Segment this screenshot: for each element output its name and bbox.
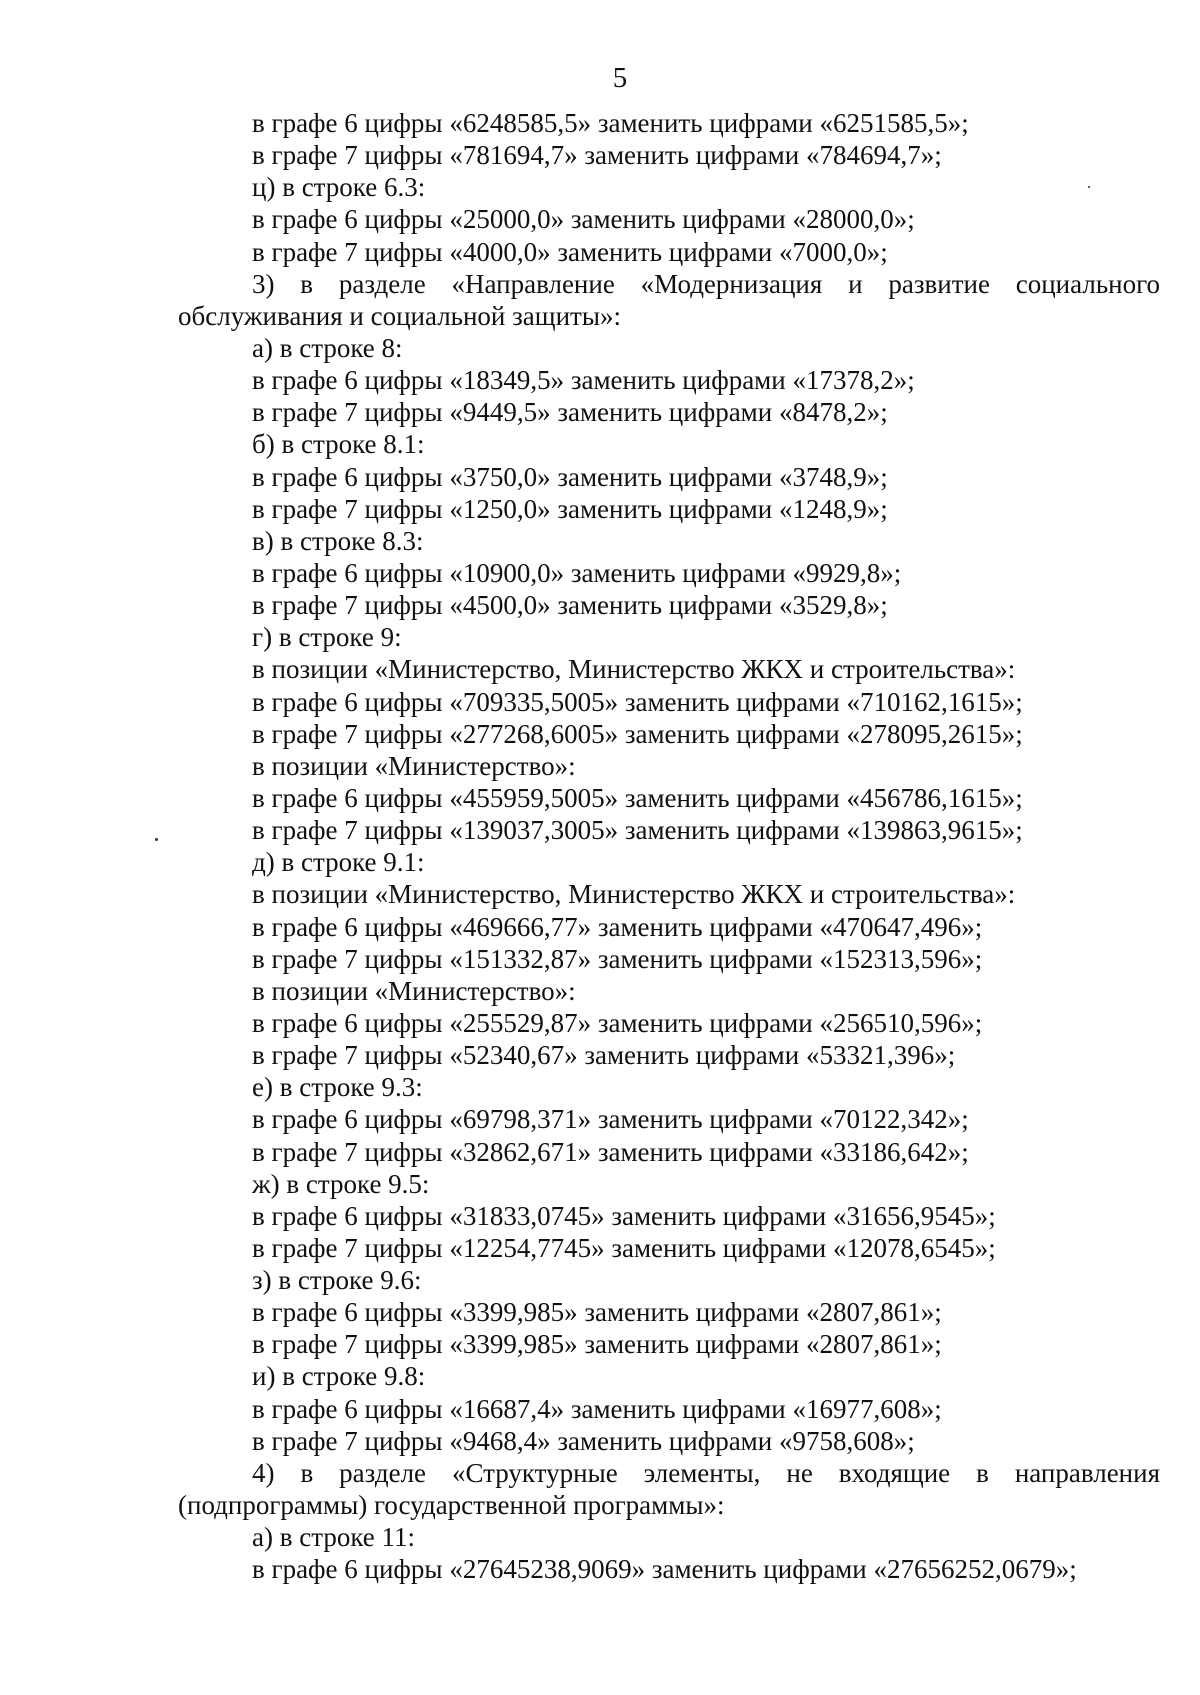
text-line: в графе 7 цифры «1250,0» заменить цифрами «1248,9»; <box>252 493 888 524</box>
text-line: в графе 6 цифры «69798,371» заменить цифрами «70122,342»; <box>252 1104 969 1135</box>
text-line: в графе 6 цифры «16687,4» заменить цифрами «16977,608»; <box>252 1393 942 1424</box>
text-line: в графе 7 цифры «4500,0» заменить цифрами «3529,8»; <box>252 590 888 621</box>
text-line: в графе 6 цифры «3399,985» заменить цифрами «2807,861»; <box>252 1297 942 1328</box>
text-line: в графе 7 цифры «12254,7745» заменить цифрами «12078,6545»; <box>252 1232 996 1263</box>
text-line: и) в строке 9.8: <box>252 1361 426 1392</box>
text-line: в графе 7 цифры «9449,5» заменить цифрами «8478,2»; <box>252 397 888 428</box>
document-body <box>178 107 1160 1585</box>
text-line: в графе 7 цифры «52340,67» заменить цифрами «53321,396»; <box>252 1040 956 1071</box>
text-line: в графе 6 цифры «10900,0» заменить цифрами «9929,8»; <box>252 557 902 588</box>
text-line: а) в строке 11: <box>252 1522 416 1553</box>
text-line: д) в строке 9.1: <box>252 847 425 878</box>
text-line: в графе 6 цифры «709335,5005» заменить цифрами «710162,1615»; <box>252 686 1023 717</box>
text-line: б) в строке 8.1: <box>252 429 425 460</box>
text-line: в графе 7 цифры «781694,7» заменить цифрами «784694,7»; <box>252 140 942 171</box>
scan-speck <box>155 838 158 841</box>
text-line: г) в строке 9: <box>252 622 402 653</box>
paragraph-line: (подпрограммы) государственной программы»: <box>178 1490 725 1521</box>
text-line: в графе 6 цифры «31833,0745» заменить цифрами «31656,9545»; <box>252 1200 996 1231</box>
text-line: з) в строке 9.6: <box>252 1265 422 1296</box>
text-line: в графе 6 цифры «25000,0» заменить цифрами «28000,0»; <box>252 204 915 235</box>
text-line: в графе 7 цифры «9468,4» заменить цифрами «9758,608»; <box>252 1425 915 1456</box>
text-line: в позиции «Министерство»: <box>252 975 576 1006</box>
text-line: в графе 7 цифры «3399,985» заменить цифрами «2807,861»; <box>252 1329 942 1360</box>
text-line: в графе 6 цифры «455959,5005» заменить цифрами «456786,1615»; <box>252 782 1023 813</box>
text-line: в графе 7 цифры «151332,87» заменить цифрами «152313,596»; <box>252 943 983 974</box>
text-line: в графе 7 цифры «4000,0» заменить цифрами «7000,0»; <box>252 236 888 267</box>
text-line: в позиции «Министерство, Министерство ЖКХ и строительства»: <box>252 879 1016 910</box>
paragraph-line: 4) в разделе «Структурные элементы, не входящие в направления <box>252 1457 1160 1488</box>
text-line: в графе 7 цифры «139037,3005» заменить цифрами «139863,9615»; <box>252 815 1023 846</box>
text-line: в графе 6 цифры «255529,87» заменить цифрами «256510,596»; <box>252 1007 983 1038</box>
text-line: ц) в строке 6.3: <box>252 172 426 203</box>
text-line: в графе 6 цифры «6248585,5» заменить цифрами «6251585,5»; <box>252 108 969 138</box>
text-line: в позиции «Министерство, Министерство ЖКХ и строительства»: <box>252 654 1016 685</box>
text-line: е) в строке 9.3: <box>252 1072 423 1103</box>
paragraph-line: обслуживания и социальной защиты»: <box>178 300 621 331</box>
text-line: в графе 6 цифры «18349,5» заменить цифрами «17378,2»; <box>252 365 915 396</box>
page-number: 5 <box>612 62 628 94</box>
text-line: ж) в строке 9.5: <box>252 1168 430 1199</box>
scan-speck <box>1088 186 1090 188</box>
text-line: в графе 7 цифры «277268,6005» заменить цифрами «278095,2615»; <box>252 718 1023 749</box>
text-line: в графе 6 цифры «469666,77» заменить цифрами «470647,496»; <box>252 911 983 942</box>
text-line: в позиции «Министерство»: <box>252 750 576 781</box>
text-line: в графе 7 цифры «32862,671» заменить цифрами «33186,642»; <box>252 1136 969 1167</box>
text-line: а) в строке 8: <box>252 332 403 363</box>
text-line: в) в строке 8.3: <box>252 525 424 556</box>
text-line: в графе 6 цифры «27645238,9069» заменить цифрами «27656252,0679»; <box>252 1554 1077 1585</box>
paragraph-line: 3) в разделе «Направление «Модернизация и развитие социального <box>252 268 1160 299</box>
text-line: в графе 6 цифры «3750,0» заменить цифрами «3748,9»; <box>252 461 888 492</box>
